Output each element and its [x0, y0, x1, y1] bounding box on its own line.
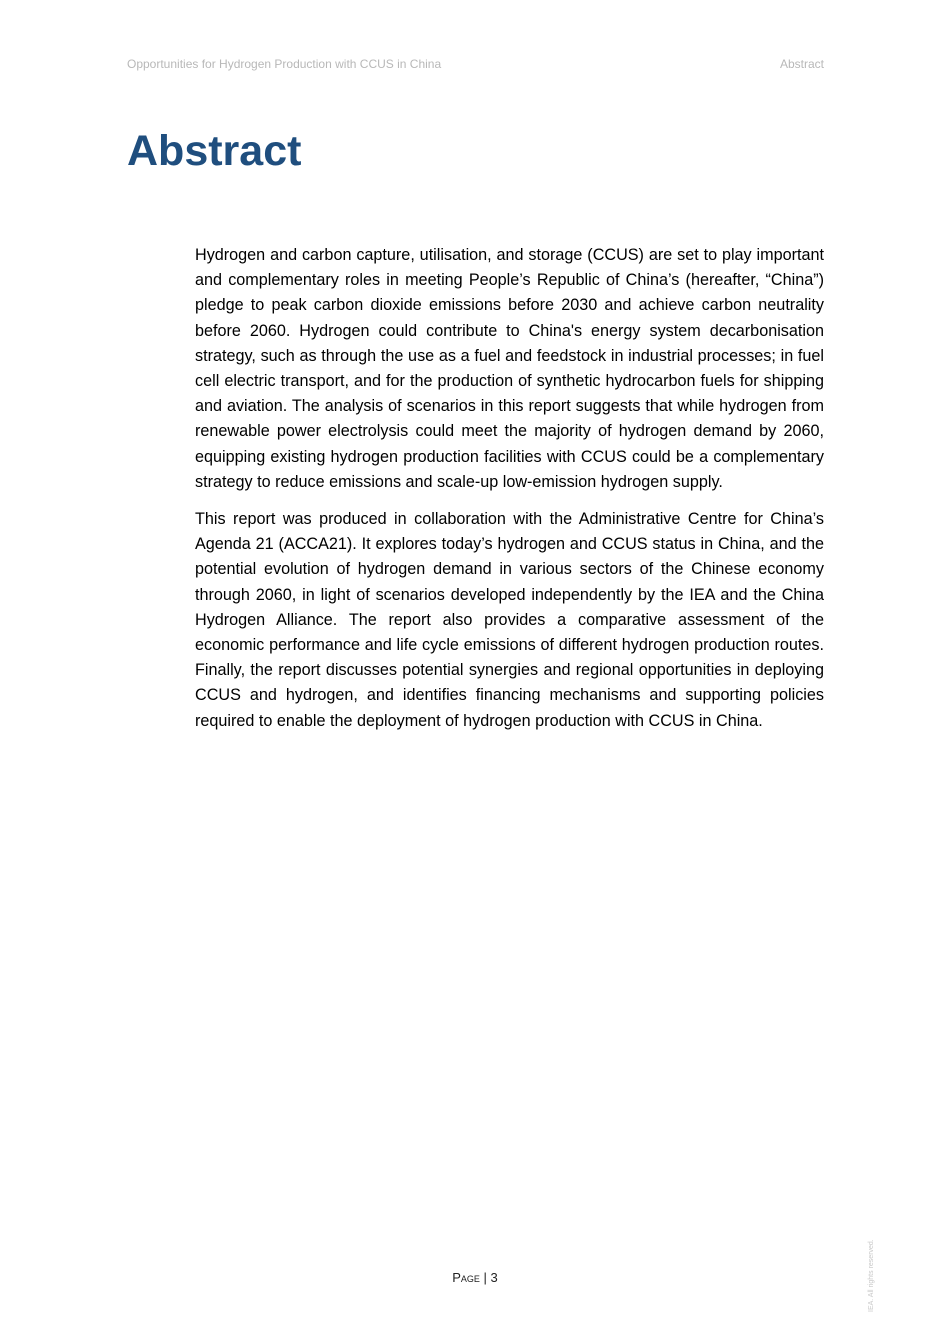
running-header: [127, 57, 824, 75]
page-footer: [0, 1270, 950, 1285]
page-separator: |: [483, 1270, 487, 1285]
header-report-title: Opportunities for Hydrogen Production with CCUS in China: [127, 57, 442, 71]
copyright-note: IEA. All rights reserved.: [868, 1239, 875, 1312]
page-number: 3: [490, 1270, 498, 1285]
abstract-body: [195, 243, 824, 746]
header-section-name: Abstract: [779, 57, 824, 71]
abstract-paragraph-2: This report was produced in collaboration with the Administrative Centre for China’s Agenda 21 (ACCA21). It explores today’s hydrogen and CCUS status in China, and the potential evolution of hydrogen demand in various sectors of the Chinese economy through 2060, in light of scenarios developed independently by the IEA and the China Hydrogen Alliance. The report also provides a comparative assessment of the economic performance and life cycle emissions of different hydrogen production routes. Finally, the report discusses potential synergies and regional opportunities in deploying CCUS and hydrogen, and identifies financing mechanisms and supporting policies required to enable the deployment of hydrogen production with CCUS in China.: [195, 510, 824, 730]
abstract-paragraph-1: Hydrogen and carbon capture, utilisation, and storage (CCUS) are set to play important and complementary roles in meeting People’s Republic of China’s (hereafter, “China”) pledge to peak carbon dioxide emissions before 2030 and achieve carbon neutrality before 2060. Hydrogen could contribute to China's energy system decarbonisation strategy, such as through the use as a fuel and feedstock in industrial processes; in fuel cell electric transport, and for the production of synthetic hydrocarbon fuels for shipping and aviation. The analysis of scenarios in this report suggests that while hydrogen from renewable power electrolysis could meet the majority of hydrogen demand by 2060, equipping existing hydrogen production facilities with CCUS could be a complementary strategy to reduce emissions and scale-up low-emission hydrogen supply.: [195, 246, 824, 491]
page-label: Page: [452, 1270, 480, 1285]
page-title: Abstract: [127, 127, 302, 175]
